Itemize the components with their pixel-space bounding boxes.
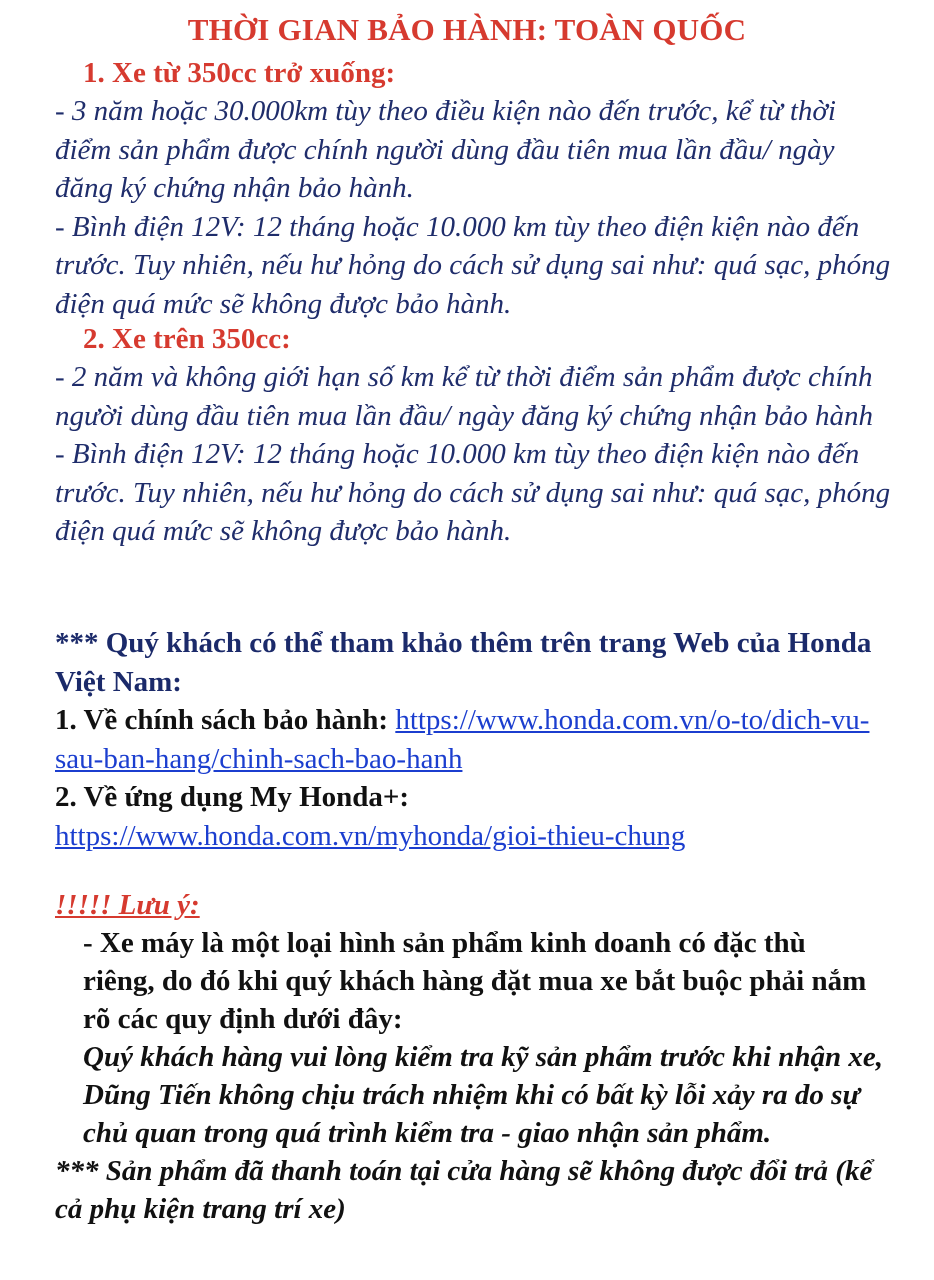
web-reference-block <box>55 624 894 855</box>
section-over-350cc <box>55 320 896 551</box>
my-honda-link[interactable]: https://www.honda.com.vn/myhonda/gioi-thieu-chung <box>55 819 686 852</box>
warranty-policy-label: 1. Về chính sách bảo hành: <box>55 704 396 736</box>
section-under-350cc <box>55 54 896 323</box>
my-honda-label: 2. Về ứng dụng My Honda+: <box>55 781 410 813</box>
section1-line2: - Bình điện 12V: 12 tháng hoặc 10.000 km tùy theo điện kiện nào đến trước. Tuy nhiên, nếu hư hỏng do cách sử dụng sai như: quá sạc, phóng điện quá mức sẽ không được bảo hành. <box>55 210 891 320</box>
page-title: THỜI GIAN BẢO HÀNH: TOÀN QUỐC <box>187 12 747 47</box>
section1-line1: - 3 năm hoặc 30.000km tùy theo điều kiện nào đến trước, kể từ thời điểm sản phẩm được chính người dùng đầu tiên mua lần đầu/ ngày đăng ký chứng nhận bảo hành. <box>55 95 836 204</box>
warranty-policy-item <box>55 701 894 778</box>
note-paragraph-3: *** Sản phẩm đã thanh toán tại cửa hàng sẽ không được đổi trả (kể cả phụ kiện trang trí xe) <box>55 1155 873 1225</box>
section2-line2: - Bình điện 12V: 12 tháng hoặc 10.000 km tùy theo điện kiện nào đến trước. Tuy nhiên, nếu hư hỏng do cách sử dụng sai như: quá sạc, phóng điện quá mức sẽ không được bảo hành. <box>55 438 891 547</box>
note-block <box>55 886 884 1228</box>
warranty-policy-link[interactable]: https://www.honda.com.vn/o-to/dich-vu-sau-ban-hang/chinh-sach-bao-hanh <box>55 704 870 775</box>
web-intro: *** Quý khách có thể tham khảo thêm trên trang Web của Honda Việt Nam: <box>55 627 872 698</box>
note-label: !!!!! Lưu ý: <box>55 889 200 921</box>
note-paragraph-2: Quý khách hàng vui lòng kiểm tra kỹ sản phẩm trước khi nhận xe, Dũng Tiến không chịu trách nhiệm khi có bất kỳ lỗi xảy ra do sự chủ quan trong quá trình kiểm tra - giao nhận sản phẩm. <box>83 1041 883 1149</box>
note-paragraph-1: - Xe máy là một loại hình sản phẩm kinh doanh có đặc thù riêng, do đó khi quý khách hàng đặt mua xe bắt buộc phải nắm rõ các quy định dưới đây: <box>83 927 867 1035</box>
section2-line1: - 2 năm và không giới hạn số km kể từ thời điểm sản phẩm được chính người dùng đầu tiên mua lần đầu/ ngày đăng ký chứng nhận bảo hành <box>55 361 873 432</box>
section1-heading: 1. Xe từ 350cc trở xuống: <box>83 57 396 89</box>
section2-heading: 2. Xe trên 350cc: <box>83 323 291 355</box>
my-honda-item <box>55 817 894 856</box>
